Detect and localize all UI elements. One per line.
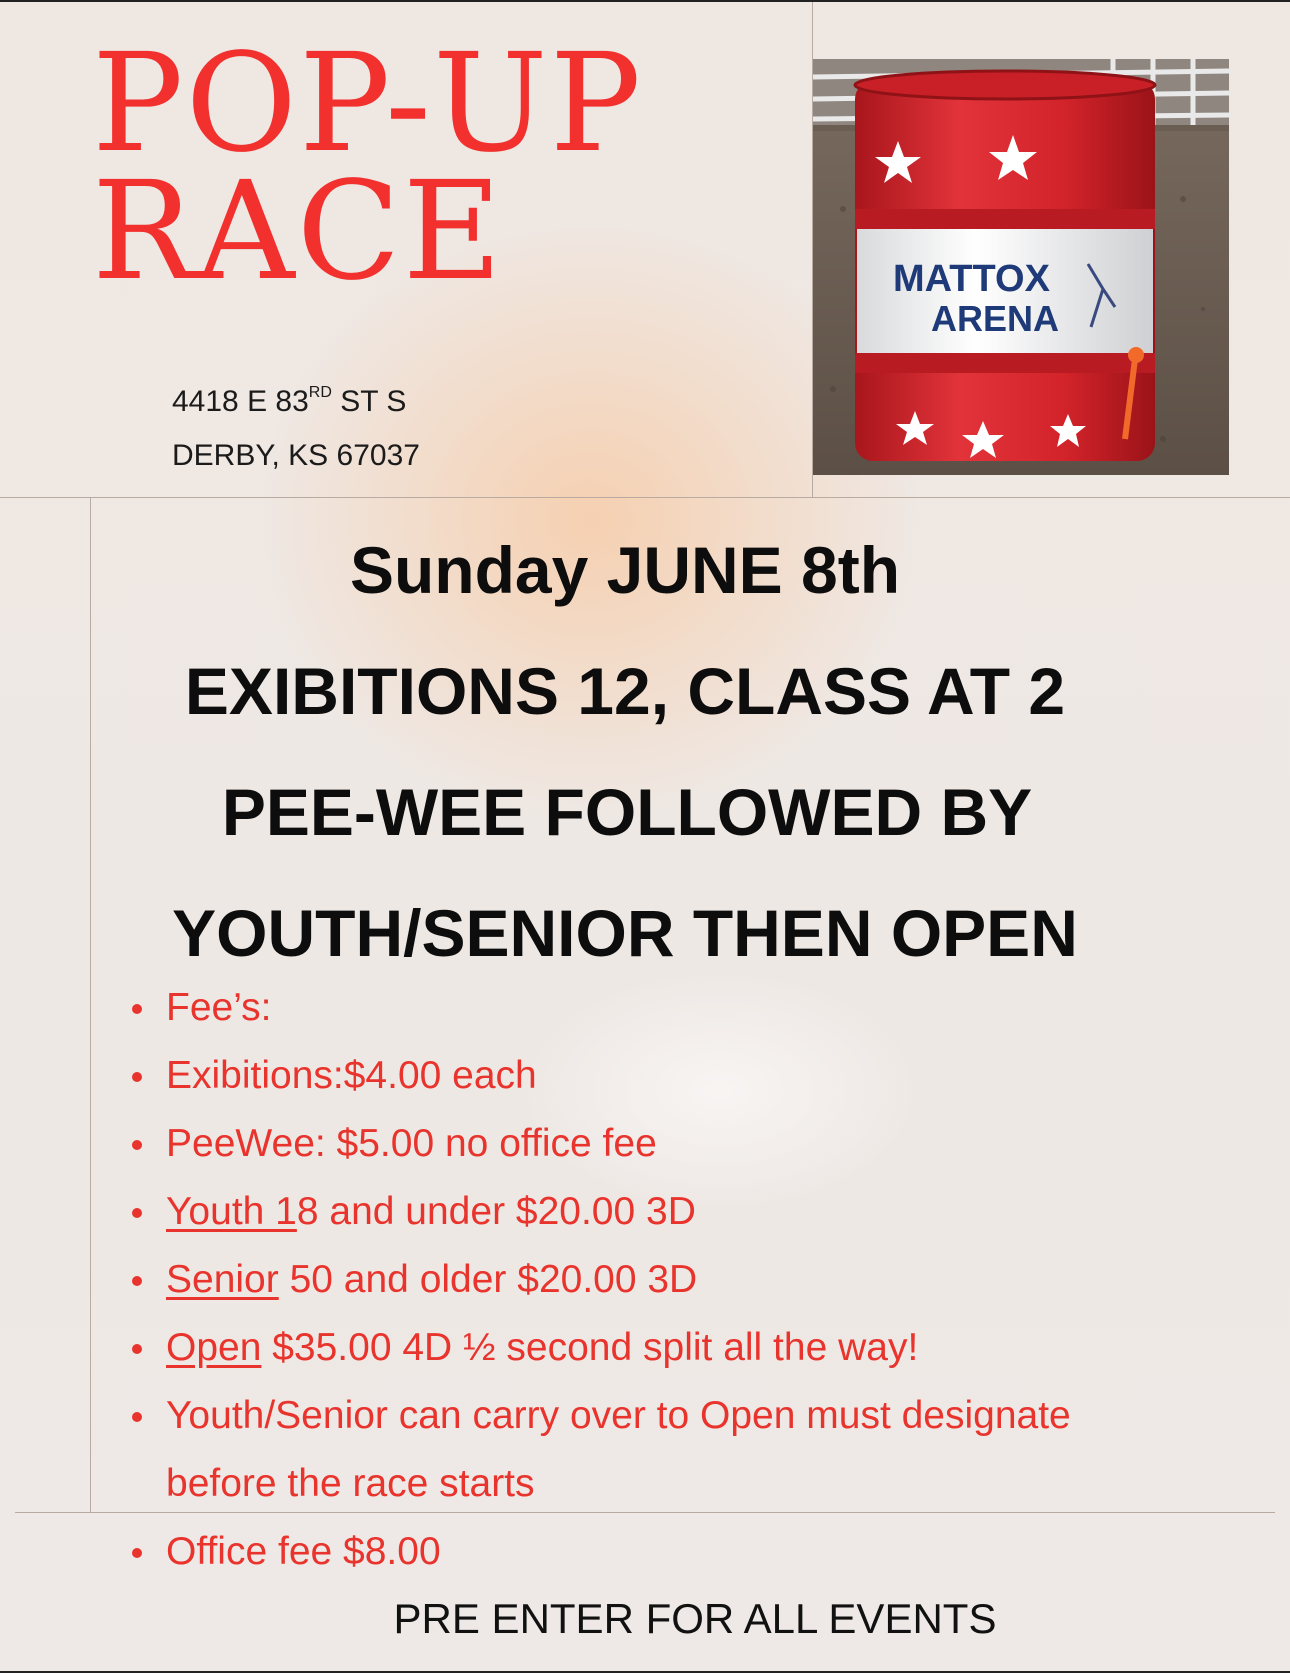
barrel-text-2: ARENA — [931, 298, 1060, 339]
divider-left — [90, 497, 91, 1512]
fee-youth — [128, 1178, 1071, 1246]
fee-exhibitions: Exibitions:$4.00 each — [128, 1042, 1071, 1110]
headline-times: EXIBITIONS 12, CLASS AT 2 — [184, 654, 1066, 728]
address-street — [172, 384, 406, 420]
street-suffix: RD — [308, 384, 332, 401]
open-detail: $35.00 4D ½ second split all the way! — [261, 1326, 919, 1369]
open-label: Open — [166, 1326, 262, 1369]
fee-header: Fee’s: — [128, 974, 1071, 1042]
fee-carry-over — [128, 1382, 1071, 1518]
headline-order-1: PEE-WEE FOLLOWED BY — [221, 775, 1033, 849]
fee-office: Office fee $8.00 — [128, 1518, 1071, 1586]
youth-detail: 8 and under $20.00 3D — [296, 1190, 696, 1233]
title-line-1: POP-UP — [92, 25, 644, 183]
carry-over-line-2: before the race starts — [166, 1462, 535, 1505]
fee-open — [128, 1314, 1071, 1382]
fee-peewee: PeeWee: $5.00 no office fee — [128, 1110, 1071, 1178]
headline-order-2: YOUTH/SENIOR THEN OPEN — [172, 896, 1078, 970]
fees-list — [128, 974, 1071, 1586]
divider-header — [0, 497, 1290, 498]
barrel-text-1: MATTOX — [893, 258, 1050, 300]
barrel-photo — [813, 59, 1229, 475]
top-border — [0, 0, 1290, 2]
fee-senior — [128, 1246, 1071, 1314]
youth-label: Youth 1 — [166, 1190, 297, 1233]
street-number: 4418 E 83 — [172, 385, 309, 418]
carry-over-line-1: Youth/Senior can carry over to Open must designate — [166, 1394, 1071, 1437]
event-title — [92, 25, 644, 311]
senior-detail: 50 and older $20.00 3D — [278, 1258, 698, 1301]
title-line-2: RACE — [92, 153, 504, 311]
footer-note: PRE ENTER FOR ALL EVENTS — [393, 1595, 997, 1642]
address-city: DERBY, KS 67037 — [172, 439, 420, 472]
headline-date: Sunday JUNE 8th — [349, 533, 901, 607]
senior-label: Senior — [166, 1258, 279, 1301]
street-name: ST S — [331, 385, 407, 418]
